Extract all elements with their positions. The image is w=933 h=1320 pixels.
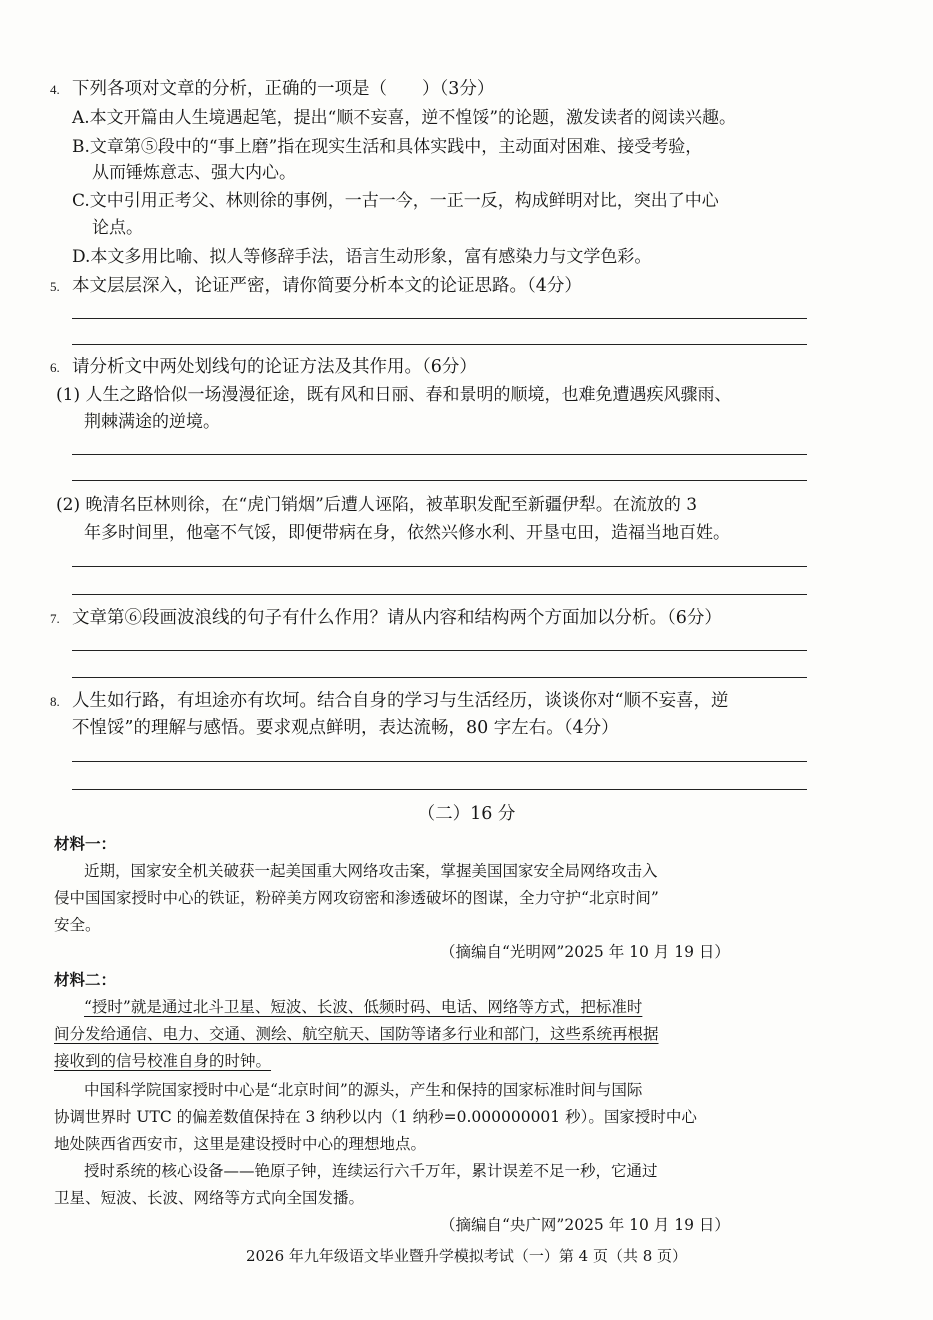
q6-sentence1-line2: 荆棘满途的逆境。 [84, 412, 220, 432]
q6-2-answer-line-2 [72, 594, 807, 595]
q7-stem [50, 606, 722, 631]
material-1-label: 材料一： [54, 834, 117, 853]
q6-sentence2-line1: (2) 晚清名臣林则徐，在“虎门销烟”后遭人诬陷，被革职发配至新疆伊犁。在流放的 3 [56, 495, 698, 515]
material-1-line2: 侵中国国家授时中心的铁证，粉碎美方网攻窃密和渗透破坏的图谋，全力守护“北京时间” [54, 889, 659, 907]
q5-answer-line-2 [72, 344, 807, 345]
material-2-line2: 协调世界时 UTC 的偏差数值保持在 3 纳秒以内（1 纳秒=0.000000001 秒）。国家授时中心 [54, 1108, 697, 1126]
material-1-line1: 近期，国家安全机关破获一起美国重大网络攻击案，掌握美国国家安全局网络攻击入 [84, 862, 658, 880]
q8-stem-line2: 不惶馁”的理解与感悟。要求观点鲜明，表达流畅，80 字左右。（4分） [72, 718, 619, 738]
q6-number: 6. [50, 360, 60, 375]
material-2-source: （摘编自“央广网”2025 年 10 月 19 日） [440, 1216, 730, 1234]
q7-answer-line-2 [72, 677, 807, 678]
material-2-underlined-line1: “授时”就是通过北斗卫星、短波、长波、低频时码、电话、网络等方式，把标准时 [84, 998, 643, 1016]
q7-number: 7. [50, 611, 60, 626]
q4-option-b-line1: B.文章第⑤段中的“事上磨”指在现实生活和具体实践中，主动面对困难、接受考验， [72, 137, 703, 157]
q6-stem [50, 355, 477, 380]
q5-answer-line-1 [72, 318, 807, 319]
q4-stem [50, 77, 494, 102]
q8-stem-text: 人生如行路，有坦途亦有坎坷。结合自身的学习与生活经历，谈谈你对“顺不妄喜，逆 [72, 691, 729, 711]
material-1-source: （摘编自“光明网”2025 年 10 月 19 日） [440, 943, 730, 961]
q4-option-d: D.本文多用比喻、拟人等修辞手法，语言生动形象，富有感染力与文学色彩。 [72, 247, 652, 267]
page-footer: 2026 年九年级语文毕业暨升学模拟考试（一）第 4 页（共 8 页） [245, 1247, 688, 1265]
material-2-line3: 地处陕西省西安市，这里是建设授时中心的理想地点。 [54, 1135, 427, 1153]
q4-option-b-line2: 从而锤炼意志、强大内心。 [92, 163, 296, 183]
q5-number: 5. [50, 279, 60, 294]
q6-1-answer-line-1 [72, 454, 807, 455]
material-1-line3: 安全。 [54, 916, 101, 934]
q5-stem [50, 274, 582, 299]
q4-option-c-line1: C.文中引用正考父、林则徐的事例，一古一今，一正一反，构成鲜明对比，突出了中心 [72, 191, 719, 211]
material-2-line5: 卫星、短波、长波、网络等方式向全国发播。 [54, 1189, 365, 1207]
q6-sentence2-line2: 年多时间里，他毫不气馁，即便带病在身，依然兴修水利、开垦屯田，造福当地百姓。 [84, 523, 730, 543]
q4-stem-text: 下列各项对文章的分析，正确的一项是（ ）（3分） [72, 79, 495, 99]
q7-stem-text: 文章第⑥段画波浪线的句子有什么作用？请从内容和结构两个方面加以分析。（6分） [72, 608, 722, 628]
q8-answer-line-2 [72, 789, 807, 790]
material-2-underlined-line2: 间分发给通信、电力、交通、测绘、航空航天、国防等诸多行业和部门，这些系统再根据 [54, 1025, 659, 1043]
q5-stem-text: 本文层层深入，论证严密，请你简要分析本文的论证思路。（4分） [72, 276, 582, 296]
q4-option-c-line2: 论点。 [92, 218, 143, 238]
q8-answer-line-1 [72, 761, 807, 762]
q4-number: 4. [50, 82, 60, 97]
q4-option-a: A.本文开篇由人生境遇起笔，提出“顺不妄喜，逆不惶馁”的论题，激发读者的阅读兴趣。 [72, 108, 737, 128]
q8-number: 8. [50, 694, 60, 709]
q8-stem-line1 [50, 689, 728, 714]
material-2-line1: 中国科学院国家授时中心是“北京时间”的源头，产生和保持的国家标准时间与国际 [84, 1081, 643, 1099]
q6-sentence1-line1: (1) 人生之路恰似一场漫漫征途，既有风和日丽、春和景明的顺境，也难免遭遇疾风骤雨、 [56, 385, 732, 405]
material-2-label: 材料二： [54, 970, 117, 989]
q6-1-answer-line-2 [72, 480, 807, 481]
q6-stem-text: 请分析文中两处划线句的论证方法及其作用。（6分） [72, 357, 477, 377]
section-2-title: （二）16 分 [417, 804, 516, 824]
material-2-underlined-line3: 接收到的信号校准自身的时钟。 [54, 1052, 272, 1070]
q6-2-answer-line-1 [72, 566, 807, 567]
material-2-line4: 授时系统的核心设备——铯原子钟，连续运行六千万年，累计误差不足一秒，它通过 [84, 1162, 658, 1180]
q7-answer-line-1 [72, 650, 807, 651]
